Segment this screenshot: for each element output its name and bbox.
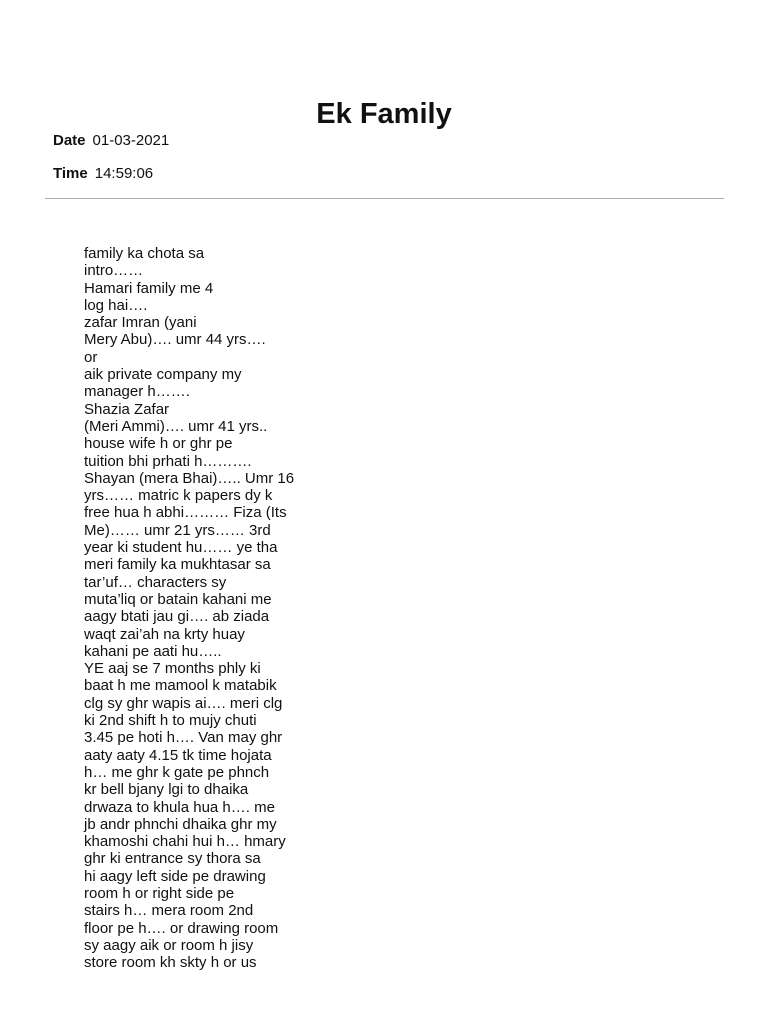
date-value: 01-03-2021 bbox=[92, 132, 170, 149]
body-line: zafar Imran (yani bbox=[84, 314, 197, 332]
body-line: stairs h… mera room 2nd bbox=[84, 902, 254, 920]
body-line: meri family ka mukhtasar sa bbox=[84, 556, 271, 574]
body-line: clg sy ghr wapis ai…. meri clg bbox=[84, 694, 283, 712]
story-body bbox=[84, 245, 294, 971]
document-title: Ek Family bbox=[316, 98, 452, 131]
body-line: family ka chota sa bbox=[84, 245, 205, 262]
body-line: Shazia Zafar bbox=[84, 400, 170, 418]
body-line: tar’uf… characters sy bbox=[84, 573, 227, 591]
body-line: or bbox=[84, 348, 98, 366]
body-line: Mery Abu)…. umr 44 yrs…. bbox=[84, 331, 266, 349]
body-line: (Meri Ammi)…. umr 41 yrs.. bbox=[84, 417, 268, 435]
body-line: ki 2nd shift h to mujy chuti bbox=[84, 712, 257, 730]
body-line: ghr ki entrance sy thora sa bbox=[84, 850, 261, 868]
body-line: sy aagy aik or room h jisy bbox=[84, 936, 254, 954]
body-line: 3.45 pe hoti h…. Van may ghr bbox=[84, 729, 283, 747]
body-line: baat h me mamool k matabik bbox=[84, 677, 277, 695]
body-line: drwaza to khula hua h…. me bbox=[84, 798, 275, 816]
body-line: intro…… bbox=[84, 262, 144, 280]
time-label: Time bbox=[53, 165, 88, 182]
body-line: year ki student hu…… ye tha bbox=[84, 539, 278, 557]
date-label: Date bbox=[53, 132, 86, 149]
body-line: house wife h or ghr pe bbox=[84, 435, 233, 453]
body-line: yrs…… matric k papers dy k bbox=[84, 487, 273, 505]
body-line: free hua h abhi……… Fiza (Its bbox=[84, 504, 287, 522]
body-line: Shayan (mera Bhai)….. Umr 16 bbox=[84, 469, 295, 487]
body-line: floor pe h…. or drawing room bbox=[84, 919, 279, 937]
body-line: aik private company my bbox=[84, 366, 242, 384]
time-value: 14:59:06 bbox=[94, 165, 154, 182]
body-line: h… me ghr k gate pe phnch bbox=[84, 763, 270, 781]
body-line: tuition bhi prhati h………. bbox=[84, 452, 252, 470]
body-line: manager h……. bbox=[84, 383, 190, 401]
time-row bbox=[53, 164, 153, 184]
body-line: jb andr phnchi dhaika ghr my bbox=[84, 815, 277, 833]
body-line: YE aaj se 7 months phly ki bbox=[84, 660, 261, 678]
body-line: kahani pe aati hu….. bbox=[84, 642, 222, 660]
body-line: khamoshi chahi hui h… hmary bbox=[84, 833, 286, 851]
header-divider bbox=[45, 198, 724, 199]
body-line: Hamari family me 4 bbox=[84, 279, 214, 297]
body-line: Me)…… umr 21 yrs…… 3rd bbox=[84, 521, 271, 539]
date-row bbox=[53, 131, 169, 151]
body-line: store room kh skty h or us bbox=[84, 954, 257, 972]
body-line: kr bell bjany lgi to dhaika bbox=[84, 781, 249, 799]
body-line: muta’liq or batain kahani me bbox=[84, 590, 272, 608]
body-line: waqt zai’ah na krty huay bbox=[84, 625, 245, 643]
body-line: aagy btati jau gi…. ab ziada bbox=[84, 608, 270, 626]
body-line: room h or right side pe bbox=[84, 884, 235, 902]
body-line: log hai…. bbox=[84, 296, 148, 314]
body-line: hi aagy left side pe drawing bbox=[84, 867, 266, 885]
body-line: aaty aaty 4.15 tk time hojata bbox=[84, 746, 272, 764]
